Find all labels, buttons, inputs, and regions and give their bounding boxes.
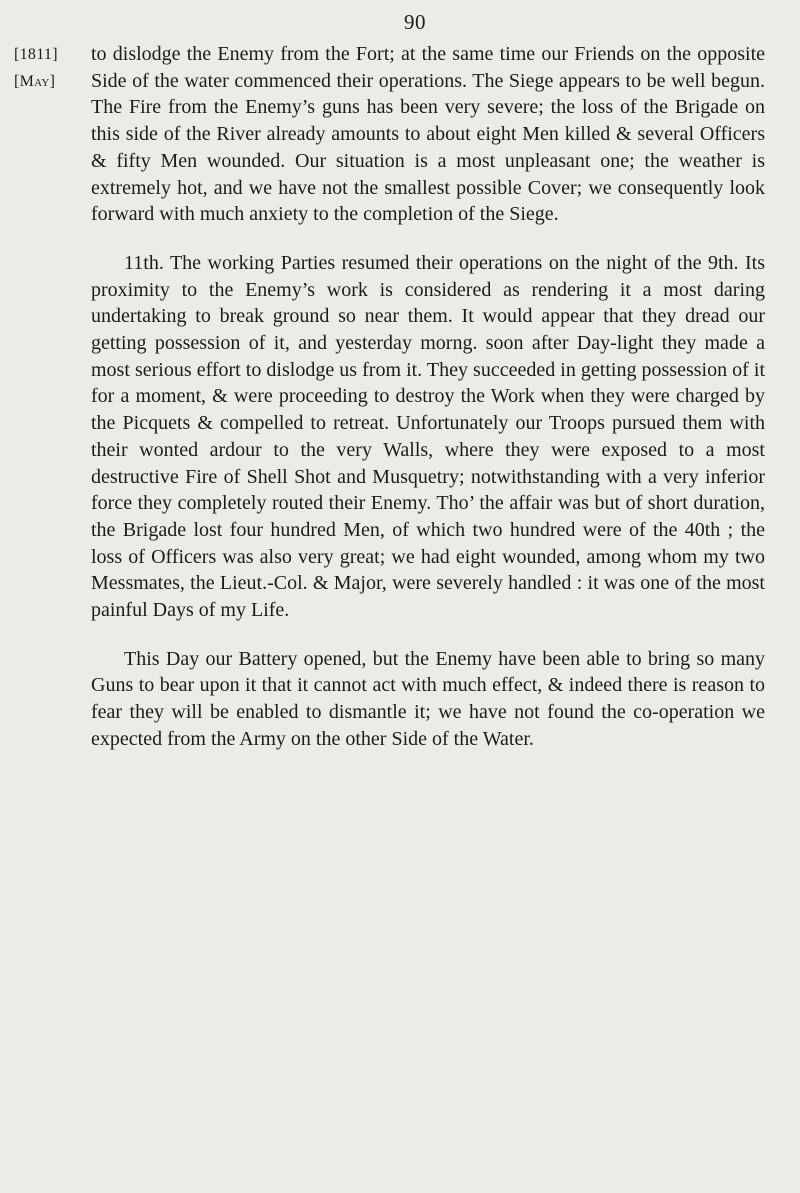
paragraph-gap [91,228,765,250]
margin-month: [May] [14,73,56,90]
paragraph-3: This Day our Battery opened, but the Enemy have been able to bring so many Guns to bear upon it that it cannot act with much effect, & indeed there is reason to fear they will be enabled to dismantle it; we have not found the co-operation we expected from the Army on the other Side of the Water. [91,647,765,750]
paragraph-1: to dislodge the Enemy from the Fort; at the same time our Friends on the opposite Side of the water commenced their operations. The Siege appears to be well begun. The Fire from the Enemy’s guns has been very severe; the loss of the Brigade on this side of the River already amounts to about eight Men killed & several Officers & fifty Men wounded. Our situation is a most unpleasant one; the weather is extremely hot, and we have not the smallest possible Cover; we consequently look forward with much anxiety to the completion of the Siege. [91,43,765,226]
page-number: 90 [404,10,426,34]
body-text [91,41,765,753]
margin-year: [1811] [14,46,58,63]
paragraph-gap [91,624,765,646]
paragraph-2: 11th. The working Parties resumed their operations on the night of the 9th. Its proximity to the Enemy’s work is considered as rendering it a most daring undertaking to break ground so near them. It would appear that they dread our getting possession of it, and yesterday morng. soon after Day-light they made a most serious effort to dislodge us from it. They succeeded in getting possession of it for a moment, & were proceeding to destroy the Work when they were charged by the Picquets & compelled to retreat. Unfortunately our Troops pursued them with their wonted ardour to the very Walls, where they were exposed to a most destructive Fire of Shell Shot and Musquetry; notwithstanding with a very inferior force they completely routed their Enemy. Tho’ the affair was but of short duration, the Brigade lost four hundred Men, of which two hundred were of the 40th ; the loss of Officers was also very great; we had eight wounded, among whom my two Messmates, the Lieut.-Col. & Major, were severely handled : it was one of the most painful Days of my Life. [91,251,765,622]
